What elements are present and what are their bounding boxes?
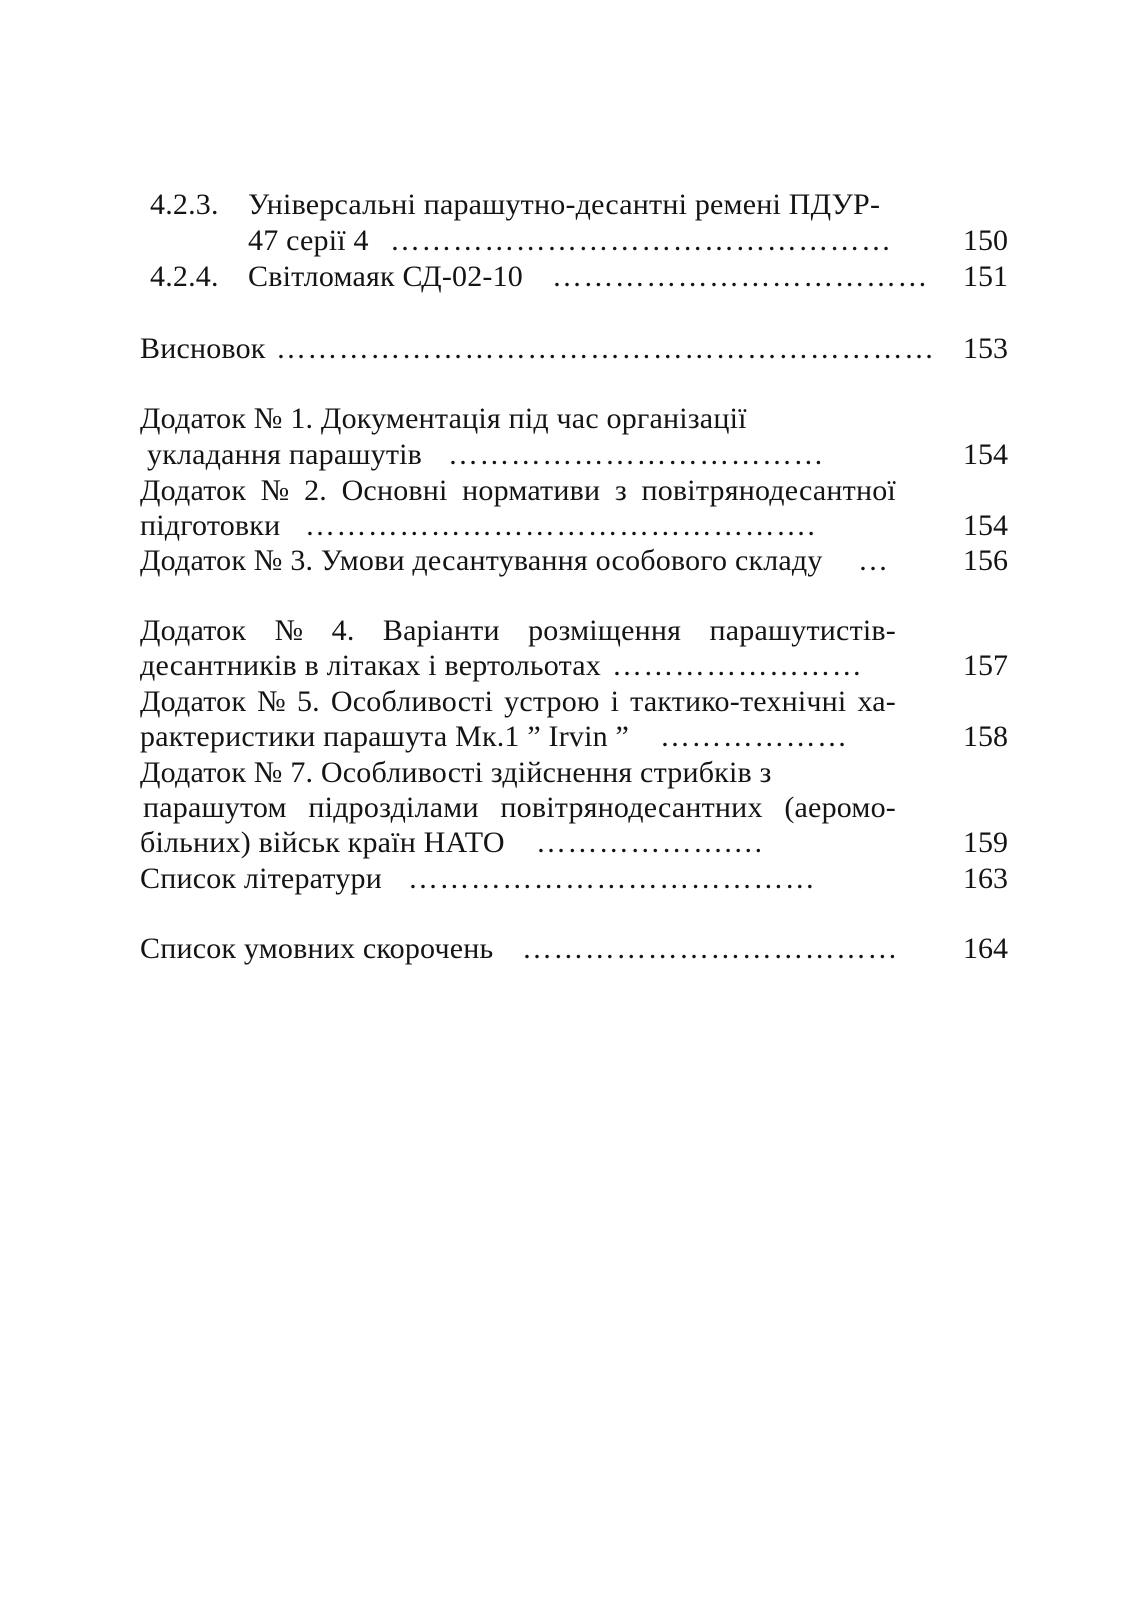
toc-entry-title: Додаток № 7. Особливості здійснення стрибків з [140, 756, 772, 789]
toc-leader-dots: ………………………………………… [390, 224, 893, 257]
toc-entry-title: Світломаяк СД-02-10 [248, 260, 524, 293]
word: і [610, 685, 620, 718]
word: розміщення [528, 614, 682, 647]
word: тактико-технічні [630, 685, 847, 718]
word: Додаток [140, 474, 247, 507]
toc-entry-title-continued: укладання парашутів [147, 438, 423, 471]
toc-leader-dots: ……………………………… [522, 932, 899, 965]
word: 5. [296, 685, 320, 718]
word: нормативи [462, 474, 601, 507]
word: Додаток [140, 614, 247, 647]
word: устрою [504, 685, 600, 718]
word: № [260, 474, 290, 507]
toc-entry-title-continued [143, 790, 896, 826]
toc-leader-dots: …………………………………………. [305, 509, 817, 542]
toc-page-number: 150 [963, 224, 1008, 257]
toc-page-number: 164 [963, 932, 1008, 965]
toc-entry-number: 4.2.4. [150, 260, 219, 293]
toc-entry-title [140, 613, 896, 649]
toc-entry-title: Висновок [140, 332, 266, 365]
toc-entry-title: Список умовних скорочень [140, 932, 494, 965]
word: парашутом [143, 791, 287, 824]
toc-entry-number: 4.2.3. [150, 188, 219, 221]
word: повітрянодесантної [641, 474, 896, 507]
toc-page-number: 154 [963, 509, 1008, 542]
word: Додаток [140, 685, 247, 718]
toc-entry-title [140, 684, 896, 720]
word: № [257, 685, 286, 718]
toc-page-number: 156 [963, 544, 1008, 577]
toc-entry-title: Універсальні парашутно-десантні ремені ПДУР- [248, 188, 881, 221]
toc-page-number: 153 [963, 332, 1008, 365]
toc-leader-dots: ……………………………………………………… [276, 332, 936, 365]
toc-entry-title: Список літератури [140, 862, 382, 895]
toc-entry-title: Додаток № 1. Документація під час організації [140, 402, 747, 435]
toc-leader-dots: ……………… [660, 720, 849, 753]
word: (аеромо- [784, 791, 896, 824]
word: підрозділами [308, 791, 479, 824]
word: 2. [304, 474, 327, 507]
toc-leader-dots: ……………….… [536, 826, 765, 859]
toc-page-number: 151 [963, 260, 1008, 293]
toc-entry-title-continued: десантників в літаках і вертольотах [140, 649, 601, 682]
toc-page-number: 157 [963, 649, 1008, 682]
word: з [614, 474, 627, 507]
toc-page-number: 163 [963, 862, 1008, 895]
word: ха- [857, 685, 896, 718]
toc-entry-title [140, 473, 896, 509]
toc-page-number: 159 [963, 826, 1008, 859]
word: 4. [331, 614, 355, 647]
toc-entry-title: Додаток № 3. Умови десантування особового складу [140, 544, 823, 577]
word: парашутистів- [709, 614, 896, 647]
toc-leader-dots: …………………… [612, 649, 864, 682]
word: Варіанти [382, 614, 500, 647]
toc-leader-dots: ………………………………… [408, 862, 817, 895]
word: Особливості [330, 685, 494, 718]
word: Основні [341, 474, 448, 507]
toc-entry-title-continued: підготовки [140, 509, 281, 542]
toc-entry-title-continued: 47 серії 4 [248, 224, 369, 257]
toc-entry-title-continued: більних) військ країн НАТО [140, 826, 505, 859]
toc-page-number: 154 [963, 438, 1008, 471]
word: № [274, 614, 304, 647]
toc-leader-dots: ……………………………… [448, 438, 825, 471]
toc-entry-title-continued: рактеристики парашута Мк.1 ” Irvin ” [140, 720, 630, 753]
toc-page-number: 158 [963, 720, 1008, 753]
toc-leader-dots: … [858, 544, 890, 577]
word: повітрянодесантних [500, 791, 763, 824]
toc-leader-dots: ……………………………… [552, 260, 929, 293]
